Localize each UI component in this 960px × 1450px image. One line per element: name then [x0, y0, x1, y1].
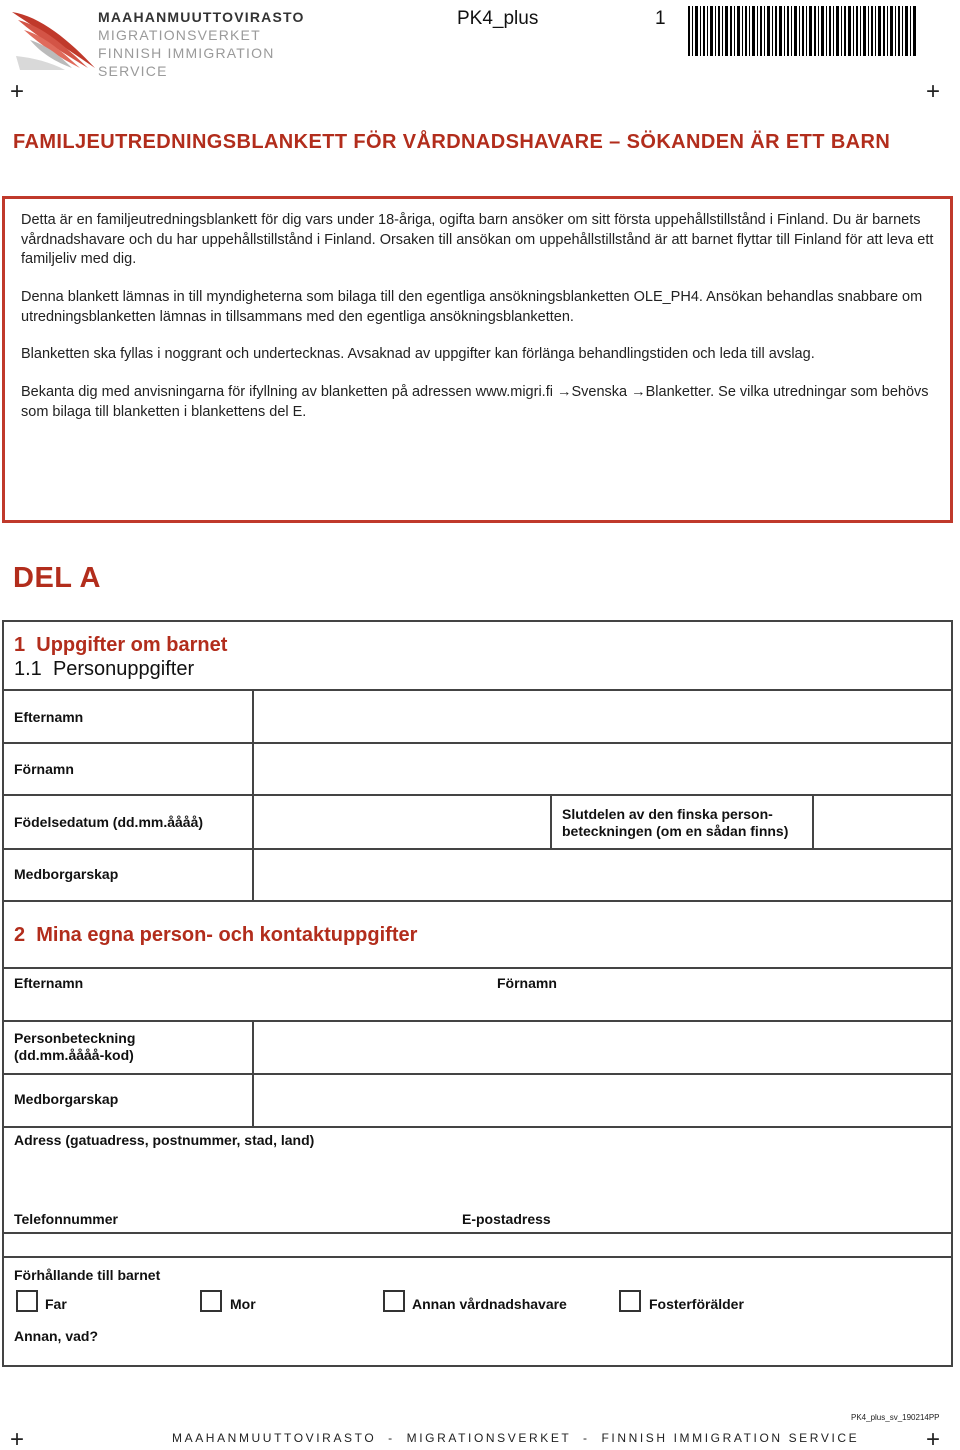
- registration-mark-top-left: +: [10, 78, 25, 105]
- part-a-heading: DEL A: [13, 562, 101, 594]
- section-1-label: Uppgifter om barnet: [36, 634, 228, 656]
- child-firstname-label: Förnamn: [14, 761, 74, 777]
- option-fosterforalder-label: Fosterförälder: [649, 1296, 744, 1312]
- relationship-label: Förhållande till barnet: [14, 1267, 161, 1283]
- barcode-icon: [688, 6, 916, 56]
- section-2-number: 2: [14, 924, 26, 946]
- child-surname-field[interactable]: [254, 691, 951, 742]
- option-mor-label: Mor: [230, 1296, 256, 1312]
- own-address-label: Adress (gatuadress, postnummer, stad, land): [14, 1132, 315, 1148]
- section-1-1-label: Personuppgifter: [52, 658, 195, 680]
- form-title: FAMILJEUTREDNINGSBLANKETT FÖR VÅRDNADSHAVARE – SÖKANDEN ÄR ETT BARN: [13, 131, 891, 153]
- intro-paragraph-2: Denna blankett lämnas in till myndigheterna som bilaga till den egentliga ansökningsblanketten OLE_PH4. Ansökan behandlas snabbare om utredningsblanketten lämnas in tillsammans med den egentliga ansökningsblanketten.: [21, 289, 923, 325]
- own-citizenship-label: Medborgarskap: [14, 1091, 119, 1107]
- own-firstname-label: Förnamn: [497, 975, 557, 991]
- section-1-1-number: 1.1: [14, 658, 42, 680]
- intro-paragraph-3: Blanketten ska fyllas i noggrant och undertecknas. Avsaknad av uppgifter kan förlänga behandlingstiden och leda till avslag.: [21, 346, 815, 362]
- child-surname-label: Efternamn: [14, 709, 84, 725]
- relationship-other-label: Annan, vad?: [14, 1328, 99, 1344]
- own-personal-id-label: Personbeteckning (dd.mm.åååå-kod): [14, 1030, 136, 1063]
- section-1-1-title: [14, 658, 194, 681]
- document-code: PK4_plus: [457, 8, 539, 29]
- option-far-label: Far: [45, 1296, 67, 1312]
- logo-line-sv: MIGRATIONSVERKET: [98, 27, 261, 43]
- child-birthdate-label: Födelsedatum (dd.mm.åååå): [14, 814, 204, 830]
- own-email-label: E-postadress: [462, 1211, 551, 1227]
- child-citizenship-label: Medborgarskap: [14, 866, 119, 882]
- section-2-label: Mina egna person- och kontaktuppgifter: [36, 924, 418, 946]
- form-table: [2, 620, 953, 1367]
- own-citizenship-field[interactable]: [254, 1075, 951, 1126]
- checkbox-mor[interactable]: [200, 1290, 222, 1312]
- section-2-title: [14, 924, 417, 947]
- intro-paragraph-4: Bekanta dig med anvisningarna för ifyllning av blanketten på adressen www.migri.fi →Svenska →Blanketter. Se vilka utredningar som behövs som bilaga till blanketten i blankettens del E.: [21, 384, 929, 420]
- relationship-other-field[interactable]: [114, 1324, 944, 1352]
- own-personal-id-field[interactable]: [254, 1022, 951, 1073]
- child-birthdate-field[interactable]: [254, 796, 550, 848]
- option-annan-vardnadshavare-label: Annan vårdnadshavare: [412, 1296, 567, 1312]
- section-1-title: [14, 634, 227, 657]
- footer-document-code: PK4_plus_sv_190214PP: [851, 1413, 940, 1422]
- agency-logo: [10, 6, 340, 79]
- bird-wing-logo-icon: [10, 6, 100, 72]
- child-firstname-field[interactable]: [254, 744, 951, 794]
- logo-text: [98, 8, 340, 80]
- section-1-number: 1: [14, 634, 26, 656]
- own-surname-field[interactable]: [14, 994, 484, 1018]
- own-phone-label: Telefonnummer: [14, 1211, 118, 1227]
- child-id-suffix-field[interactable]: [814, 796, 951, 848]
- own-surname-label: Efternamn: [14, 975, 84, 991]
- registration-mark-top-right: +: [926, 78, 941, 105]
- own-firstname-field[interactable]: [497, 994, 947, 1018]
- checkbox-far[interactable]: [16, 1290, 38, 1312]
- registration-mark-bottom-right: +: [926, 1426, 941, 1450]
- intro-box: [2, 196, 953, 523]
- child-citizenship-field[interactable]: [254, 850, 951, 900]
- footer-agency-names: MAAHANMUUTTOVIRASTO - MIGRATIONSVERKET - FINNISH IMMIGRATION SERVICE: [172, 1431, 860, 1445]
- logo-line-fi: MAAHANMUUTTOVIRASTO: [98, 9, 305, 25]
- child-id-suffix-label: Slutdelen av den finska person- beteckningen (om en sådan finns): [562, 806, 789, 839]
- checkbox-fosterforalder[interactable]: [619, 1290, 641, 1312]
- intro-paragraph-1: Detta är en familjeutredningsblankett för dig vars under 18-åriga, ogifta barn ansöker om sitt första uppehållstillstånd i Finland. Du är barnets vårdnadshavare och du har uppehållstillstånd i Finland. Orsaken till ansökan om uppehållstillstånd är att barnet flyttar till Finland för att leva ett familjeliv med dig.: [21, 212, 934, 267]
- page-number: 1: [655, 8, 666, 29]
- logo-line-en: FINNISH IMMIGRATION SERVICE: [98, 45, 275, 79]
- checkbox-annan-vardnadshavare[interactable]: [383, 1290, 405, 1312]
- registration-mark-bottom-left: +: [10, 1426, 25, 1450]
